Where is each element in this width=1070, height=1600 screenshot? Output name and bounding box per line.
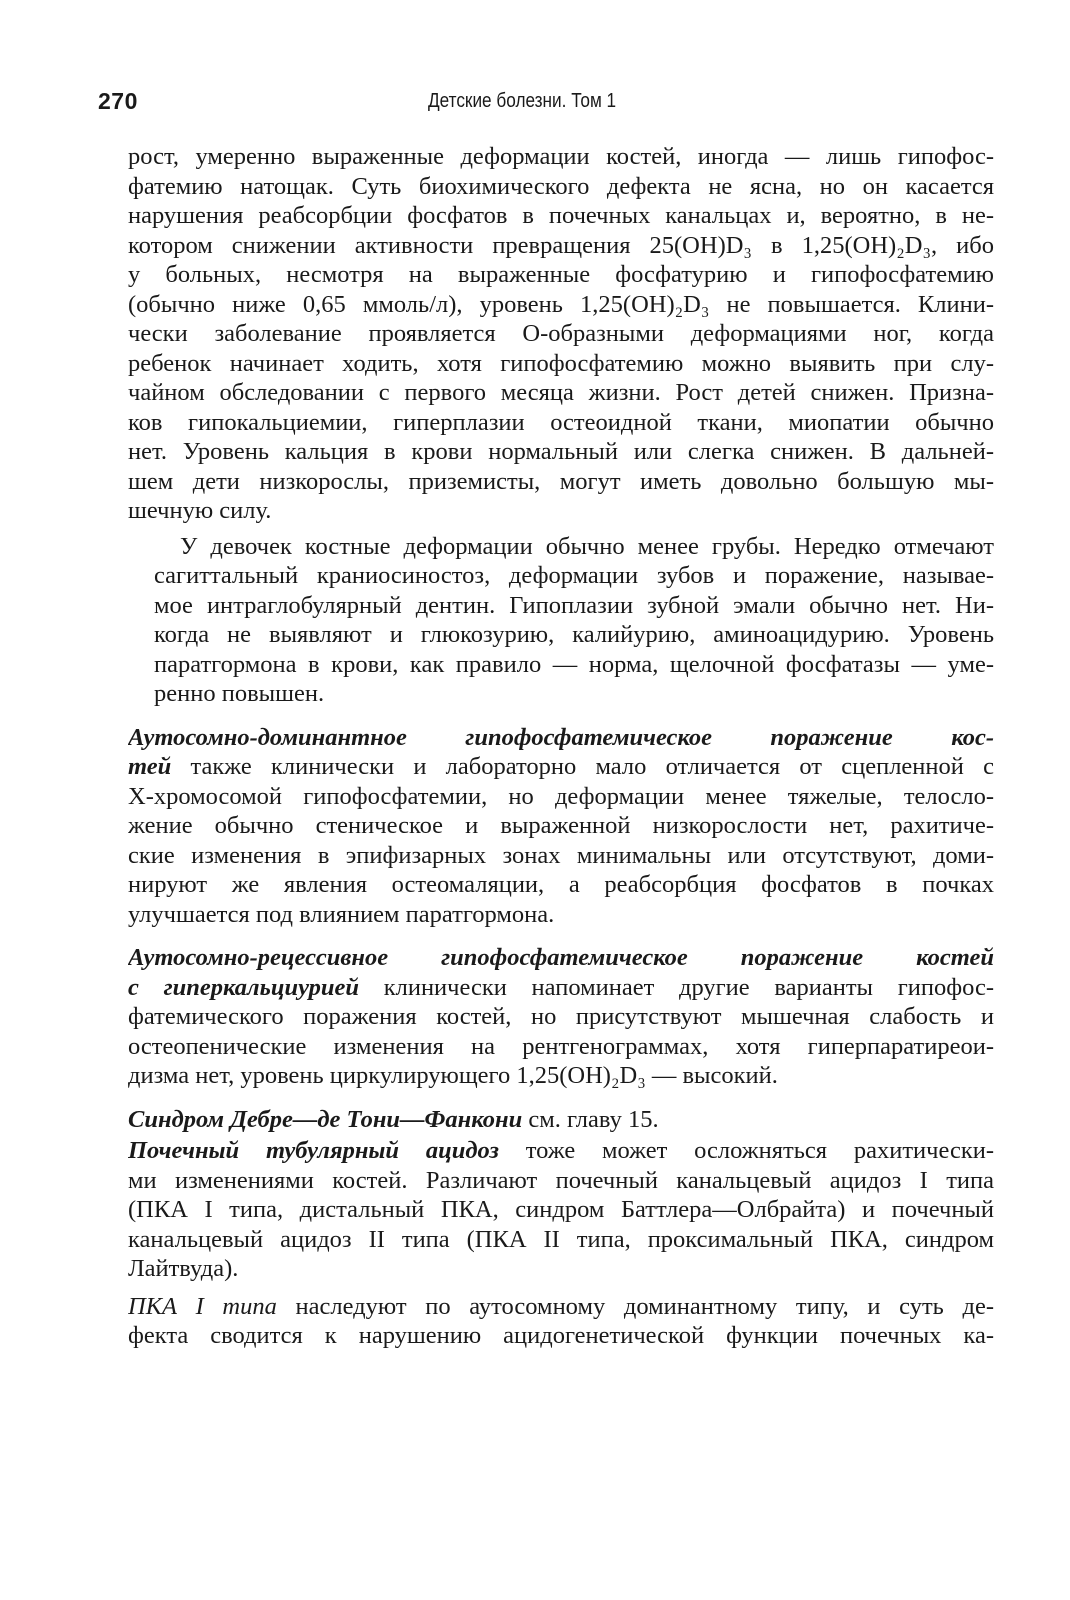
- text-run: тоже может осложняться рахитически-: [498, 1137, 994, 1164]
- text-line: фатемического поражения костей, но присутствуют мышечная слабость и: [128, 1003, 994, 1030]
- paragraph-debre-de-toni-fanconi: [128, 1105, 994, 1135]
- paragraph-1: [128, 142, 994, 526]
- text-line: фатемию натощак. Суть биохимического дефекта не ясна, но он касается: [128, 172, 994, 200]
- term-heading: Почечный тубулярный ацидоз: [128, 1137, 499, 1164]
- text-line: жение обычно стеническое и выраженной низкорослости нет, рахитиче-: [128, 812, 994, 839]
- text-line: рост, умеренно выраженные деформации костей, иногда — лишь гипофос-: [128, 143, 994, 170]
- paragraph-rta-type-1: [128, 1292, 994, 1351]
- text-line: паратгормона в крови, как правило — норма, щелочной фосфатазы — уме-: [154, 650, 994, 678]
- text-line: у больных, несмотря на выраженные фосфатурию и гипофосфатемию: [128, 261, 994, 288]
- paragraph-renal-tubular-acidosis: [128, 1136, 994, 1284]
- text-run: наследуют по аутосомному доминантному типу, и суть де-: [276, 1292, 994, 1320]
- text-line: (ПКА I типа, дистальный ПКА, синдром Баттлера—Олбрайта) и почечный: [128, 1196, 994, 1223]
- text-line: [128, 1105, 994, 1135]
- text-line: нируют же явления остеомаляции, а реабсорбция фосфатов в почках: [128, 871, 994, 898]
- text-line: чески заболевание проявляется О-образными деформациями ног, когда: [128, 320, 994, 347]
- text-line: дизма нет, уровень циркулирующего 1,25(ОН)₂D₃ — высокий.: [128, 1062, 778, 1089]
- text-line: ские изменения в эпифизарных зонах минимальны или отсутствуют, доми-: [128, 841, 994, 869]
- text-line: [128, 973, 994, 1003]
- term-heading: Синдром Дебре—де Тони—Фанкони: [128, 1105, 523, 1133]
- term-heading: тей: [128, 753, 172, 780]
- text-line: канальцевый ацидоз II типа (ПКА II типа, проксимальный ПКА, синдром: [128, 1225, 994, 1253]
- body-text: [128, 142, 994, 1351]
- text-line: когда не выявляют и глюкозурию, калийурию, аминоацидурию. Уровень: [154, 621, 994, 648]
- text-run: клинически напоминает другие варианты гипофос-: [359, 973, 994, 1001]
- text-line: [128, 723, 994, 753]
- page-number: 270: [98, 88, 138, 114]
- text-line: котором снижении активности превращения 25(ОН)D₃ в 1,25(ОН)₂D₃, ибо: [128, 231, 994, 259]
- text-line: нет. Уровень кальция в крови нормальный или слегка снижен. В дальней-: [128, 438, 994, 465]
- text-line: чайном обследовании с первого месяца жизни. Рост детей снижен. Призна-: [128, 379, 994, 406]
- text-line: Лайтвуда).: [128, 1255, 239, 1282]
- text-line: остеопенические изменения на рентгенограммах, хотя гиперпаратиреои-: [128, 1032, 994, 1060]
- text-run: также клинически и лабораторно мало отличается от сцепленной с: [171, 753, 994, 780]
- term-heading: Аутосомно-доминантное гипофосфатемическое поражение кос-: [128, 723, 994, 751]
- text-line: мое интраглобулярный дентин. Гипоплазии зубной эмали обычно нет. Ни-: [154, 591, 994, 619]
- paragraph-autosomal-dominant: [128, 723, 994, 930]
- text-line: [128, 1136, 994, 1166]
- text-run: см. главу 15.: [522, 1105, 659, 1133]
- text-line: фекта сводится к нарушению ацидогенетической функции почечных ка-: [128, 1322, 994, 1349]
- text-line: шем дети низкорослы, приземисты, могут иметь довольно большую мы-: [128, 467, 994, 495]
- text-line: [128, 943, 994, 973]
- term-heading: Аутосомно-рецессивное гипофосфатемическое поражение костей: [128, 944, 994, 971]
- text-line: [128, 752, 994, 782]
- text-line: улучшается под влиянием паратгормона.: [128, 900, 555, 928]
- text-line: ребенок начинает ходить, хотя гипофосфатемию можно выявить при слу-: [128, 349, 994, 377]
- italic-term: ПКА I типа: [128, 1292, 277, 1320]
- text-line: Х-хромосомой гипофосфатемии, но деформации менее тяжелые, телосло-: [128, 782, 994, 810]
- paragraph-2: [128, 532, 994, 709]
- paragraph-autosomal-recessive: [128, 943, 994, 1091]
- text-line: У девочек костные деформации обычно менее грубы. Нередко отмечают: [180, 532, 994, 560]
- text-line: шечную силу.: [128, 497, 272, 524]
- text-line: ков гипокальциемии, гиперплазии остеоидной ткани, миопатии обычно: [128, 408, 994, 436]
- text-line: нарушения реабсорбции фосфатов в почечных канальцах и, вероятно, в не-: [128, 202, 994, 229]
- text-line: сагиттальный краниосиностоз, деформации зубов и поражение, называе-: [154, 562, 994, 589]
- term-heading: с гиперкальциурией: [128, 973, 359, 1001]
- text-line: (обычно ниже 0,65 ммоль/л), уровень 1,25(ОН)₂D₃ не повышается. Клини-: [128, 290, 994, 318]
- running-header: [98, 88, 994, 132]
- text-line: ми изменениями костей. Различают почечный канальцевый ацидоз I типа: [128, 1166, 994, 1194]
- running-title: Детские болезни. Том 1: [428, 90, 617, 112]
- text-line: ренно повышен.: [154, 680, 325, 707]
- text-line: [128, 1292, 994, 1322]
- book-page: [98, 88, 994, 1349]
